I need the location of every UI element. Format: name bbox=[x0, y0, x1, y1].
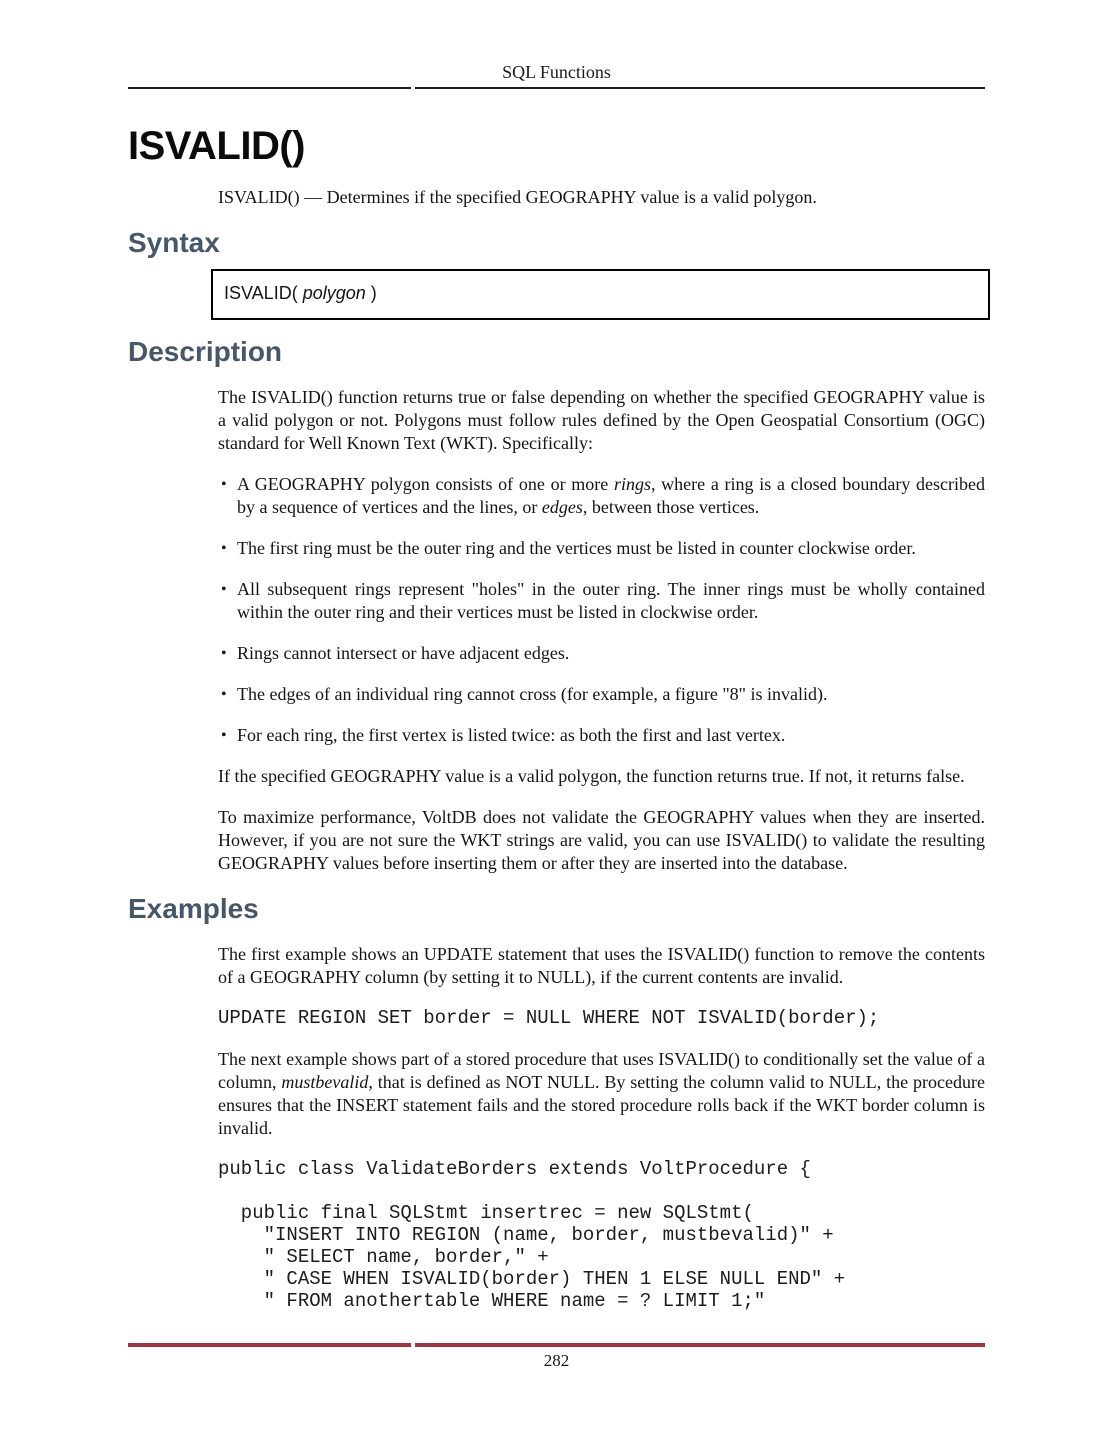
bullet-marker: • bbox=[221, 476, 227, 493]
syntax-box bbox=[211, 269, 990, 320]
bullet-text: Rings cannot intersect or have adjacent edges. bbox=[237, 643, 570, 663]
section-heading-description: Description bbox=[128, 336, 283, 367]
bullet-text: , where a ring is a closed boundary described by a sequence of vertices and the lines, or bbox=[237, 474, 985, 517]
code-line: " CASE WHEN ISVALID(border) THEN 1 ELSE NULL END" + bbox=[218, 1268, 846, 1290]
page-footer bbox=[128, 1343, 985, 1371]
description-bullet-list bbox=[218, 473, 985, 747]
bullet-text: The edges of an individual ring cannot cross (for example, a figure "8" is invalid). bbox=[237, 684, 828, 704]
code-line: public final SQLStmt insertrec = new SQLStmt( bbox=[218, 1202, 754, 1224]
bullet-text: All subsequent rings represent "holes" in the outer ring. The inner rings must be wholly contained within the outer ring and their vertices must be listed in clockwise order. bbox=[237, 579, 985, 622]
bullet-marker: • bbox=[221, 727, 227, 744]
bullet-marker: • bbox=[221, 540, 227, 557]
syntax-signature-close: ) bbox=[365, 283, 377, 303]
description-intro: The ISVALID() function returns true or false depending on whether the specified GEOGRAPHY value is a valid polygon or not. Polygons must follow rules defined by the Open Geospatial Consortium (OGC) standard for Well Known Text (WKT). Specifically: bbox=[218, 387, 985, 453]
example2-code-block bbox=[218, 1158, 985, 1312]
syntax-signature-text: ISVALID( bbox=[224, 283, 303, 303]
function-summary: ISVALID() — Determines if the specified GEOGRAPHY value is a valid polygon. bbox=[218, 187, 817, 207]
example2-intro-italic: mustbevalid bbox=[281, 1072, 369, 1092]
list-item bbox=[218, 578, 985, 624]
bullet-text: For each ring, the first vertex is listed twice: as both the first and last vertex. bbox=[237, 725, 786, 745]
bullet-text-italic: rings bbox=[613, 474, 651, 494]
section-heading-examples: Examples bbox=[128, 893, 259, 924]
page-number: 282 bbox=[543, 1351, 570, 1370]
bullet-marker: • bbox=[221, 581, 227, 598]
list-item bbox=[218, 473, 985, 519]
list-item bbox=[218, 537, 985, 560]
example2-intro-text: , that is defined as NOT NULL. By setting the column valid to NULL, the procedure ensures that the INSERT statement fails and the stored procedure rolls back if the WKT border column is invalid. bbox=[218, 1072, 985, 1138]
bullet-text-italic: edges bbox=[541, 497, 583, 517]
bullet-text: A GEOGRAPHY polygon consists of one or more bbox=[237, 474, 614, 494]
description-returns: If the specified GEOGRAPHY value is a valid polygon, the function returns true. If not, it returns false. bbox=[218, 766, 965, 786]
page-content bbox=[128, 123, 985, 1312]
header-rule bbox=[128, 87, 985, 89]
code-line bbox=[218, 1180, 985, 1202]
bullet-text: , between those vertices. bbox=[582, 497, 760, 517]
header-rule-left-segment bbox=[128, 87, 411, 89]
footer-rule-right-segment bbox=[415, 1343, 985, 1347]
list-item bbox=[218, 683, 985, 706]
bullet-text: The first ring must be the outer ring and the vertices must be listed in counter clockwise order. bbox=[237, 538, 916, 558]
running-header-title: SQL Functions bbox=[502, 62, 611, 82]
example1-intro: The first example shows an UPDATE statement that uses the ISVALID() function to remove the contents of a GEOGRAPHY column (by setting it to NULL), if the current contents are invalid. bbox=[218, 944, 985, 987]
example2-intro bbox=[218, 1048, 985, 1140]
code-line: "INSERT INTO REGION (name, border, mustbevalid)" + bbox=[218, 1224, 834, 1246]
footer-rule-left-segment bbox=[128, 1343, 411, 1347]
code-line: " FROM anothertable WHERE name = ? LIMIT 1;" bbox=[218, 1290, 766, 1312]
bullet-marker: • bbox=[221, 645, 227, 662]
code-line: " SELECT name, border," + bbox=[218, 1246, 549, 1268]
footer-rule bbox=[128, 1343, 985, 1347]
example2-intro-text: The next example shows part of a stored procedure that uses ISVALID() to conditionally set the value of a column, bbox=[218, 1049, 985, 1092]
example1-code: UPDATE REGION SET border = NULL WHERE NOT ISVALID(border); bbox=[218, 1007, 880, 1029]
list-item bbox=[218, 724, 985, 747]
bullet-marker: • bbox=[221, 686, 227, 703]
list-item bbox=[218, 642, 985, 665]
page-title: ISVALID() bbox=[128, 124, 305, 168]
syntax-signature-param: polygon bbox=[302, 283, 366, 303]
header-rule-right-segment bbox=[415, 87, 985, 89]
code-line: public class ValidateBorders extends VoltProcedure { bbox=[218, 1158, 811, 1180]
section-heading-syntax: Syntax bbox=[128, 227, 220, 258]
description-performance: To maximize performance, VoltDB does not validate the GEOGRAPHY values when they are inserted. However, if you are not sure the WKT strings are valid, you can use ISVALID() to validate the resulting GEOGRAPHY values before inserting them or after they are inserted into the database. bbox=[218, 807, 985, 873]
